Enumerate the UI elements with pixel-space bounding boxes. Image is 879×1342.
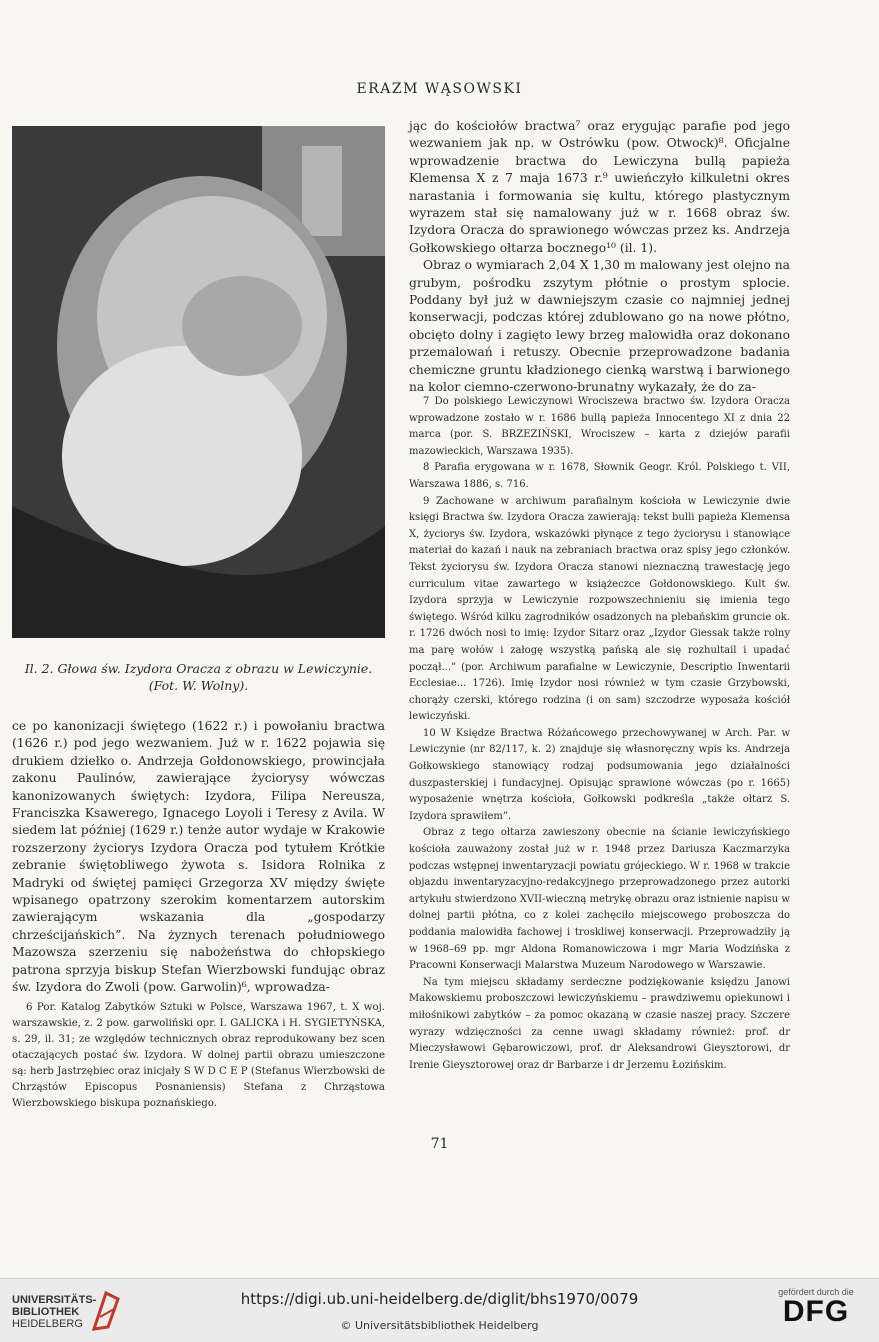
left-footnotes xyxy=(12,1000,385,1112)
viewer-footer xyxy=(0,1278,879,1342)
paragraph: ce po kanonizacji świętego (1622 r.) i powołaniu bractwa (1626 r.) pod jego wezwaniem. Już w r. 1622 pojawia się drukiem dziełko o. Andrzeja Gołdonowskiego, prowincjała zakonu Paulinów, zawierające życiorysy wówczas kanonizowanych świętych: Izydora, Filipa Nereusza, Franciszka Ksawerego, Ignacego Loyoli i Teresy z Avila. W siedem lat później (1629 r.) tenże autor wydaje w Krakowie rozszerzony życiorys Izydora Oracza pod tytułem Krótkie zebranie świętobliwego żywota s. Isidora Rolnika z Madryki od świętej pamięci Grzegorza XV między święte wpisanego opatrzony szerokim komentarzem autorskim zawierającym wskazania dla „gospodarzy chrześcijańskich”. Na żyznych terenach południowego Mazowsza szerzeniu się nabożeństwa do chłopskiego patrona sprzyja biskup Stefan Wierzbowski fundując obraz św. Izydora do Zwoli (pow. Garwolin)⁶, wprowadza- xyxy=(12,719,385,995)
footnote: 6 Por. Katalog Zabytków Sztuki w Polsce, Warszawa 1967, t. X woj. warszawskie, z. 2 pow. garwoliński opr. I. GALICKA i H. SYGIETYŃSKA, s. 29, il. 31; ze względów technicznych obraz reprodukowany bez scen otaczających postać św. Izydora. W dolnej partii obrazu umieszczone są: herb Jastrzębiec oraz inicjały S W D C E P (Stefanus Wierzbowski de Chrząstów Episcopus Posnaniensis) Stefana z Chrząstowa Wierzbowskiego biskupa poznańskiego. xyxy=(12,1002,385,1109)
library-line-1: UNIVERSITÄTS- xyxy=(12,1294,97,1306)
portrait-illustration xyxy=(12,126,385,638)
funder-logo[interactable] xyxy=(771,1287,861,1327)
dfg-logo: DFG xyxy=(782,1295,850,1328)
right-column-text xyxy=(409,118,790,397)
running-head: ERAZM WĄSOWSKI xyxy=(356,81,523,97)
paragraph: jąc do kościołów bractwa⁷ oraz erygując parafie pod jego wezwaniem jak np. w Ostrówku (pow. Otwock)⁸. Oficjalne wprowadzenie bractwa do Lewiczyna bullą papieża Klemensa X z 7 maja 1673 r.⁹ uwieńczyło kilkuletni okres narastania i formowania się kultu, którego plastycznym wyrazem stał się namalowany już w r. 1668 obraz św. Izydora Oracza do sprawionego wówczas przez ks. Andrzeja Gołkowskiego ołtarza bocznego¹⁰ (il. 1). xyxy=(409,119,790,255)
footnote: Na tym miejscu składamy serdeczne podziękowanie księdzu Janowi Makowskiemu proboszczowi lewiczyńskiemu – prawdziwemu opiekunowi i miłośnikowi zabytków – za pomoc okazaną w czasie naszej pracy. Szczere wyrazy wdzięczności za cenne uwagi składamy również: prof. dr Mieczysławowi Gębarowiczowi, prof. dr Aleksandrowi Gieysztorowi, dr Irenie Gieysztorowej oraz dr Barbarze i dr Jerzemu Łozińskim. xyxy=(409,976,790,1071)
library-line-2: BIBLIOTHEK xyxy=(12,1306,80,1318)
footnote: 10 W Księdze Bractwa Różańcowego przechowywanej w Arch. Par. w Lewiczynie (nr 82/117, k. 2) znajduje się własnoręczny wpis ks. Andrzeja Gołkowskiego stanowiący rodzaj podsumowania jego działalności duszpasterskiej i fundacyjnej. Opisując sprawione wówczas (po r. 1665) wyposażenie wnętrza kościoła, Gołkowski podkreśla „także ołtarz S. Izydora sprawiłem”. xyxy=(409,727,790,822)
page-number: 71 xyxy=(430,1136,449,1152)
funder-label: gefördert durch die xyxy=(778,1287,854,1297)
copyright-notice: © Universitätsbibliothek Heidelberg xyxy=(340,1319,539,1332)
library-line-3: HEIDELBERG xyxy=(12,1318,83,1330)
footnote: Obraz z tego ołtarza zawieszony obecnie na ścianie lewiczyńskiego kościoła zauważony został już w r. 1948 przez Dariusza Kaczmarzyka podczas wstępnej inwentaryzacji powiatu grójeckiego. W r. 1968 w trakcie objazdu inwentaryzacyjno-redakcyjnego przeprowadzonego przez autorki artykułu stwierdzono XVII-wieczną metrykę obrazu oraz istnienie napisu w dolnej partii płótna, co z kolei zachęciło miejscowego proboszcza do poddania malowidła fachowej i troskliwej konserwacji. Przeprowadziły ją w 1968–69 pp. mgr Aldona Romanowiczowa i mgr Maria Wodzińska z Pracowni Konserwacji Malarstwa Muzeum Narodowego w Warszawie. xyxy=(409,827,790,972)
figure-caption: Il. 2. Głowa św. Izydora Oracza z obrazu w Lewiczynie. (Fot. W. Wolny). xyxy=(24,661,373,693)
left-column-text xyxy=(12,718,385,997)
footnote: 9 Zachowane w archiwum parafialnym kościoła w Lewiczynie dwie księgi Bractwa św. Izydora Oracza zawierają: tekst bulli papieża Klemensa X, życiorys św. Izydora, wskazówki płynące z tego życiorysu i stanowiące materiał do kazań i nauk na zebraniach bractwa oraz spisy jego członków. Tekst życiorysu św. Izydora Oracza stanowi nieznaczną trawestację jego curriculum vitae zawartego w książeczce Gołdonowskiego. Kult św. Izydora sprzyja w Lewiczynie rozpowszechnieniu się imienia tego świętego. Wśród kilku zagrodników osadzonych na plebańskim gruncie ok. r. 1726 dwóch nosi to imię: Izydor Sitarz oraz „Izydor Giessak także rolny ma parę wołów i załogę wszystką pańską ale się rozhultail i upadać począł...” (por. Archiwum parafialne w Lewiczynie, Descriptio Inwentarii Ecclesiae... 1726). Imię Izydor nosi również w tym czasie Grzybowski, chorąży czerski, którego rodzina (i on sam) szczodrze wyposaża kościół lewiczyński. xyxy=(409,495,790,723)
permalink-url[interactable]: https://digi.ub.uni-heidelberg.de/diglit/bhs1970/0079 xyxy=(240,1290,639,1308)
footnote: 7 Do polskiego Lewiczynowi Wrociszewa bractwo św. Izydora Oracza wprowadzone zostało w r. 1686 bullą papieża Innocentego XI z dnia 22 marca (por. S. BRZEZIŃSKI, Wrociszew – karta z dziejów parafii mazowieckich, Warszawa 1935). xyxy=(409,396,790,457)
figure-portrait-photo xyxy=(12,126,385,638)
right-footnotes xyxy=(409,394,790,1074)
footnote: 8 Parafia erygowana w r. 1678, Słownik Geogr. Król. Polskiego t. VII, Warszawa 1886, s. 716. xyxy=(409,462,790,490)
paragraph: Obraz o wymiarach 2,04 X 1,30 m malowany jest olejno na grubym, pośrodku zszytym płótnie o prostym splocie. Poddany był już w dawniejszym czasie co najmniej jednej konserwacji, podczas której zdublowano go na nowe płótno, obcięto dolny i zagięto lewy brzeg malowidła oraz dokonano przemalowań i retuszy. Obecnie przeprowadzone badania chemiczne gruntu kładzionego cienką warstwą i barwionego na kolor ciemno-czerwono-brunatny wykazały, że do za- xyxy=(409,258,790,395)
